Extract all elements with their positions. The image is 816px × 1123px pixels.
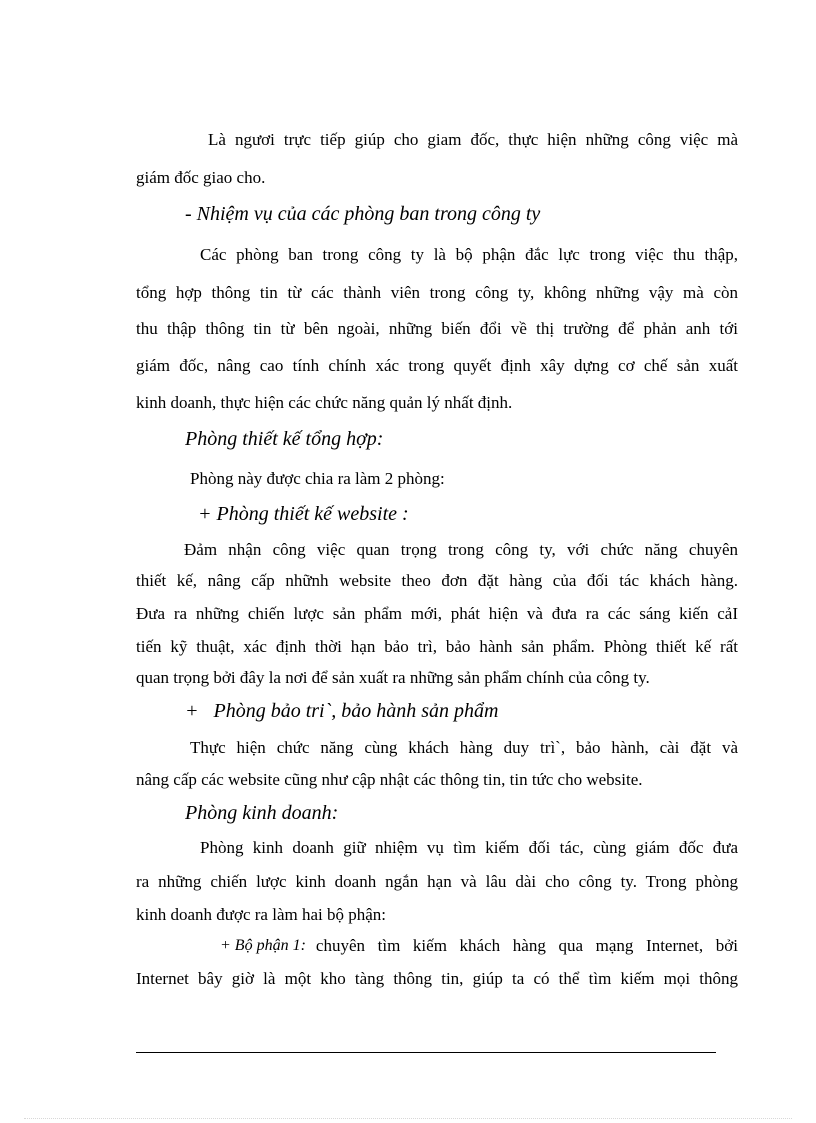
heading-business: Phòng kinh doanh: [185, 802, 339, 824]
business-line-1: Phòng kinh doanh giữ nhiệm vụ tìm kiếm đối tác, cùng giám đốc đưa [200, 838, 738, 857]
heading-design: Phòng thiết kế tổng hợp: [185, 428, 384, 450]
part1-line-1-rest: chuyên tìm kiếm khách hàng qua mạng Internet, bởi [315, 936, 738, 955]
departments-line-5: kinh doanh, thực hiện các chức năng quản lý nhất định. [136, 393, 513, 412]
maintenance-line-2: nâng cấp các website cũng như cập nhật các thông tin, tin tức cho website. [136, 770, 643, 789]
heading-maintenance: + Phòng bảo tri`, bảo hành sản phẩm [185, 700, 499, 722]
website-line-1: Đảm nhận công việc quan trọng trong công ty, với chức năng chuyên [184, 540, 738, 559]
website-line-3: Đưa ra những chiến lược sản phẩm mới, phát hiện và đưa ra các sáng kiến cảI [136, 604, 738, 623]
website-line-4: tiến kỹ thuật, xác định thời hạn bảo trì, bảo hành sản phẩm. Phòng thiết kế rất [136, 637, 738, 656]
business-line-3: kinh doanh được ra làm hai bộ phận: [136, 905, 387, 924]
part1-label: + Bộ phận 1: [220, 937, 306, 954]
heading-departments: - Nhiệm vụ của các phòng ban trong công ty [185, 203, 541, 225]
departments-line-1: Các phòng ban trong công ty là bộ phận đắc lực trong việc thu thập, [200, 245, 738, 264]
part1-line-2: Internet bây giờ là một kho tàng thông tin, giúp ta có thể tìm kiếm mọi thông [136, 969, 738, 988]
departments-line-4: giám đốc, nâng cao tính chính xác trong quyết định xây dựng cơ chế sản xuất [136, 356, 738, 375]
website-line-5: quan trọng bởi đây la nơi để sản xuất ra những sản phẩm chính của công ty. [136, 668, 650, 687]
departments-line-3: thu thập thông tin từ bên ngoài, những biến đổi về thị trường để phản anh tới [136, 319, 738, 338]
page-edge [24, 1118, 792, 1119]
intro-line-2: giám đốc giao cho. [136, 168, 266, 187]
business-line-2: ra những chiến lược kinh doanh ngắn hạn và lâu dài cho công ty. Trong phòng [136, 872, 738, 891]
intro-line-1: Là ngươi trực tiếp giúp cho giam đốc, thực hiện những công việc mà [208, 130, 738, 149]
design-intro: Phòng này được chia ra làm 2 phòng: [190, 469, 445, 488]
website-line-2: thiết kế, nâng cấp nhữnh website theo đơn đặt hàng của đối tác khách hàng. [136, 571, 738, 590]
part1-line-1 [220, 934, 738, 958]
footer-rule [136, 1052, 716, 1053]
departments-line-2: tổng hợp thông tin từ các thành viên trong công ty, không những vậy mà còn [136, 283, 738, 302]
heading-website: + Phòng thiết kế website : [198, 503, 409, 525]
maintenance-line-1: Thực hiện chức năng cùng khách hàng duy trì`, bảo hành, cài đặt và [190, 738, 738, 757]
